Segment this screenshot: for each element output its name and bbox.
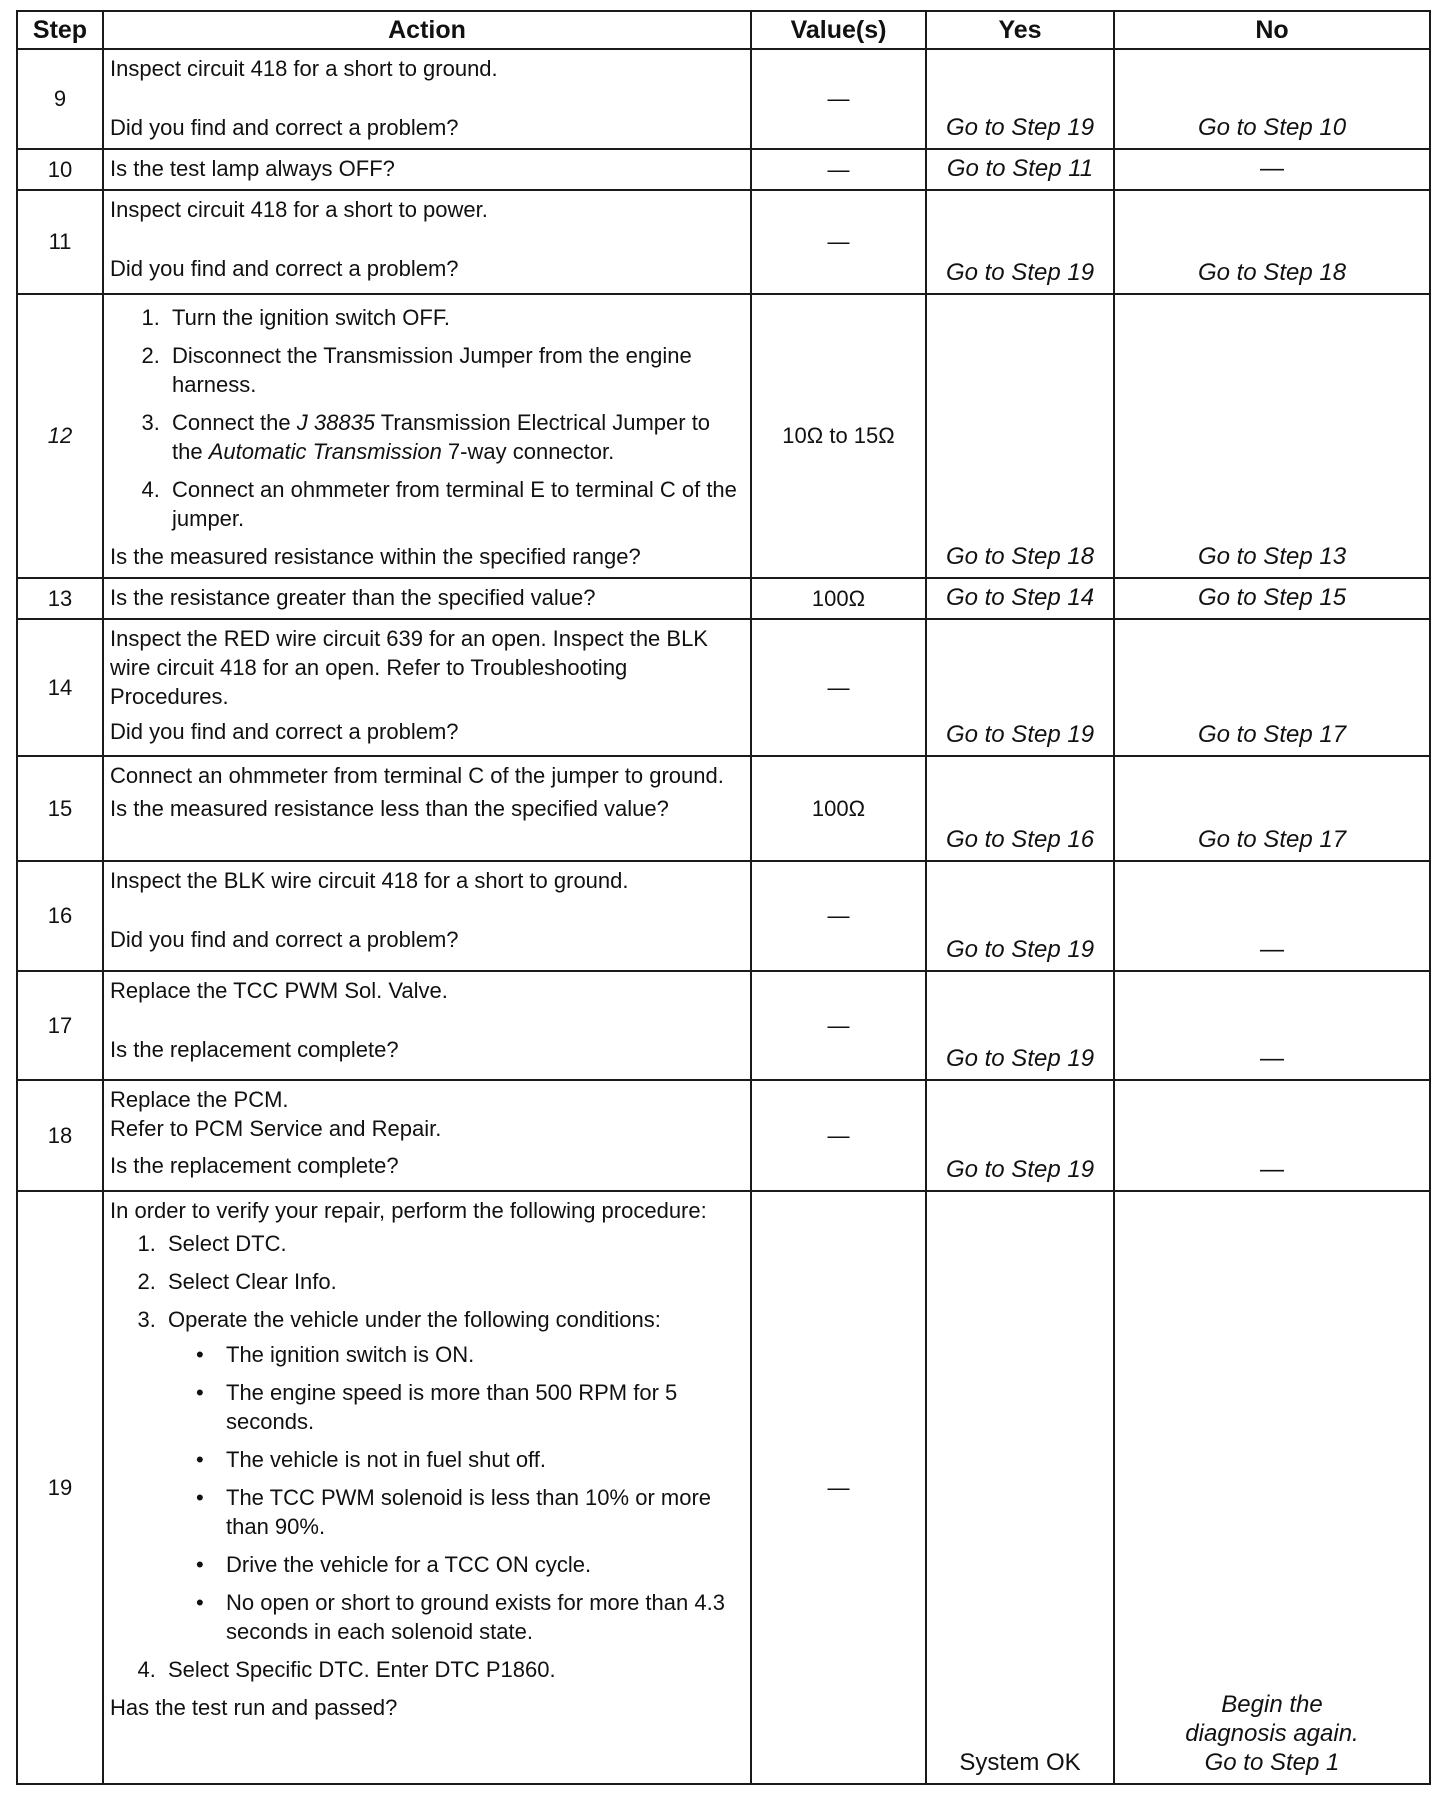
no-cell: — xyxy=(1114,149,1430,190)
action-text: Replace the TCC PWM Sol. Valve. xyxy=(110,978,448,1003)
header-step: Step xyxy=(17,11,103,49)
step-number: 10 xyxy=(17,149,103,190)
yes-cell: Go to Step 19 xyxy=(926,619,1114,756)
value-cell: — xyxy=(751,190,926,294)
table-row xyxy=(17,190,1430,294)
action-cell xyxy=(103,149,751,190)
no-cell: Go to Step 10 xyxy=(1114,49,1430,149)
header-action: Action xyxy=(103,11,751,49)
step-number: 15 xyxy=(17,756,103,861)
value-cell: — xyxy=(751,1080,926,1191)
value-cell: 10Ω to 15Ω xyxy=(751,294,926,578)
action-question: Is the resistance greater than the specified value? xyxy=(110,585,596,610)
table-row xyxy=(17,619,1430,756)
action-question: Is the measured resistance less than the specified value? xyxy=(110,796,669,821)
no-cell: Go to Step 18 xyxy=(1114,190,1430,294)
action-cell xyxy=(103,1191,751,1784)
step-number: 17 xyxy=(17,971,103,1080)
action-question: Did you find and correct a problem? xyxy=(110,719,459,744)
no-cell: Go to Step 17 xyxy=(1114,756,1430,861)
value-cell: — xyxy=(751,149,926,190)
value-cell: — xyxy=(751,49,926,149)
value-cell: — xyxy=(751,971,926,1080)
step-number: 19 xyxy=(17,1191,103,1784)
yes-cell: Go to Step 16 xyxy=(926,756,1114,861)
no-cell: — xyxy=(1114,1080,1430,1191)
action-question: Did you find and correct a problem? xyxy=(110,115,459,140)
value-cell: — xyxy=(751,1191,926,1784)
action-text: Inspect circuit 418 for a short to ground. xyxy=(110,56,498,81)
header-no: No xyxy=(1114,11,1430,49)
action-text: In order to verify your repair, perform the following procedure: xyxy=(110,1198,707,1223)
header-yes: Yes xyxy=(926,11,1114,49)
action-cell xyxy=(103,971,751,1080)
action-question: Has the test run and passed? xyxy=(110,1695,398,1720)
action-cell xyxy=(103,578,751,619)
action-cell xyxy=(103,1080,751,1191)
step-number: 9 xyxy=(17,49,103,149)
yes-cell: Go to Step 11 xyxy=(926,149,1114,190)
no-cell: — xyxy=(1114,971,1430,1080)
no-cell: Go to Step 15 xyxy=(1114,578,1430,619)
header-row xyxy=(17,11,1430,49)
action-text: Replace the PCM. xyxy=(110,1087,289,1112)
action-question: Is the replacement complete? xyxy=(110,1153,399,1178)
no-cell: Go to Step 13 xyxy=(1114,294,1430,578)
yes-cell: Go to Step 18 xyxy=(926,294,1114,578)
list-item: 4. Connect an ohmmeter from terminal E to terminal C of the jumper. xyxy=(166,475,744,533)
table-row xyxy=(17,1080,1430,1191)
action-question: Is the measured resistance within the specified range? xyxy=(110,544,641,569)
list-item: • The engine speed is more than 500 RPM for 5 seconds. xyxy=(220,1378,744,1436)
table-row xyxy=(17,971,1430,1080)
step-number: 13 xyxy=(17,578,103,619)
action-cell xyxy=(103,861,751,971)
list-item: 2. Disconnect the Transmission Jumper from the engine harness. xyxy=(166,341,744,399)
list-item: • The TCC PWM solenoid is less than 10% or more than 90%. xyxy=(220,1483,744,1541)
action-cell xyxy=(103,756,751,861)
step-number: 16 xyxy=(17,861,103,971)
value-cell: 100Ω xyxy=(751,756,926,861)
step-number: 18 xyxy=(17,1080,103,1191)
action-text: Inspect the RED wire circuit 639 for an open. Inspect the BLK wire circuit 418 for an open. Refer to Troubleshooting Procedures. xyxy=(110,626,708,709)
list-item: 1. Turn the ignition switch OFF. xyxy=(166,303,744,332)
value-cell: 100Ω xyxy=(751,578,926,619)
no-cell: Go to Step 17 xyxy=(1114,619,1430,756)
list-item: • The vehicle is not in fuel shut off. xyxy=(220,1445,744,1474)
diagnostic-table xyxy=(16,10,1431,1785)
no-cell: Begin the diagnosis again. Go to Step 1 xyxy=(1114,1191,1430,1784)
yes-cell: Go to Step 14 xyxy=(926,578,1114,619)
conditions-list xyxy=(168,1340,744,1646)
list-item: • The ignition switch is ON. xyxy=(220,1340,744,1369)
procedure-list xyxy=(110,303,744,533)
action-cell xyxy=(103,190,751,294)
table-row xyxy=(17,578,1430,619)
list-item: 4. Select Specific DTC. Enter DTC P1860. xyxy=(162,1655,744,1684)
table-row xyxy=(17,294,1430,578)
table-row xyxy=(17,149,1430,190)
step-number: 14 xyxy=(17,619,103,756)
action-text: Refer to PCM Service and Repair. xyxy=(110,1116,442,1141)
list-item: 1. Select DTC. xyxy=(162,1229,744,1258)
action-text: Connect an ohmmeter from terminal C of the jumper to ground. xyxy=(110,763,724,788)
table-row xyxy=(17,861,1430,971)
list-item: • No open or short to ground exists for more than 4.3 seconds in each solenoid state. xyxy=(220,1588,744,1646)
list-item: • Drive the vehicle for a TCC ON cycle. xyxy=(220,1550,744,1579)
list-item: 2. Select Clear Info. xyxy=(162,1267,744,1296)
yes-cell: Go to Step 19 xyxy=(926,861,1114,971)
table-row xyxy=(17,49,1430,149)
action-text: Inspect the BLK wire circuit 418 for a short to ground. xyxy=(110,868,629,893)
no-cell: — xyxy=(1114,861,1430,971)
action-cell xyxy=(103,294,751,578)
list-item: 3. Operate the vehicle under the following conditions: • The ignition switch is ON. • The engine speed is more than 500 RPM for 5 seconds. • The vehicle is not in fuel shut off. • The TCC PWM solenoid is less than 10% or more than 90%. • Drive the vehicle for a TCC ON cycle. • No open or short to ground exists for more than 4.3 seconds in each solenoid state. xyxy=(162,1305,744,1646)
table-row xyxy=(17,756,1430,861)
yes-cell: Go to Step 19 xyxy=(926,1080,1114,1191)
step-number: 12 xyxy=(17,294,103,578)
value-cell: — xyxy=(751,861,926,971)
action-cell xyxy=(103,49,751,149)
action-question: Is the test lamp always OFF? xyxy=(110,156,395,181)
yes-cell: Go to Step 19 xyxy=(926,971,1114,1080)
action-question: Did you find and correct a problem? xyxy=(110,256,459,281)
action-question: Did you find and correct a problem? xyxy=(110,927,459,952)
procedure-list xyxy=(110,1229,744,1684)
yes-cell: Go to Step 19 xyxy=(926,49,1114,149)
table-row xyxy=(17,1191,1430,1784)
step-number: 11 xyxy=(17,190,103,294)
action-text: Inspect circuit 418 for a short to power. xyxy=(110,197,488,222)
action-question: Is the replacement complete? xyxy=(110,1037,399,1062)
yes-cell: Go to Step 19 xyxy=(926,190,1114,294)
tool-number: J 38835 xyxy=(296,410,376,435)
list-item: 3. Connect the J 38835 Transmission Electrical Jumper to the Automatic Transmission 7-way connector. xyxy=(166,408,744,466)
action-cell xyxy=(103,619,751,756)
value-cell: — xyxy=(751,619,926,756)
yes-cell: System OK xyxy=(926,1191,1114,1784)
header-values: Value(s) xyxy=(751,11,926,49)
connector-name: Automatic Transmission xyxy=(208,439,442,464)
